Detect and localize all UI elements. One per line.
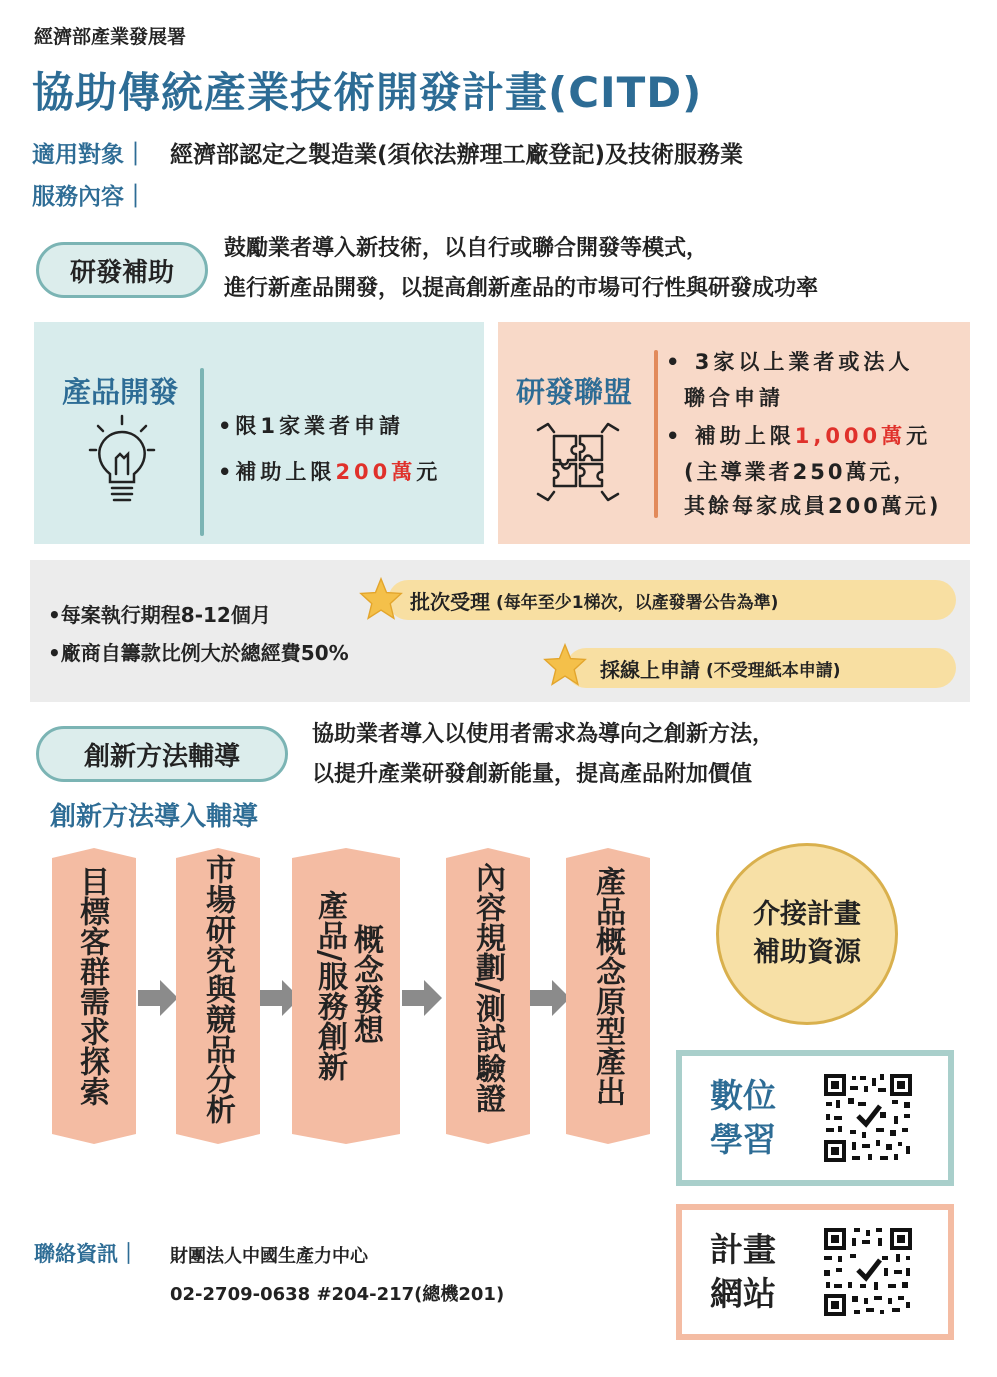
innovation-desc-1: 協助業者導入以使用者需求為導向之創新方法，: [312, 722, 775, 747]
innovation-desc-2: 以提升產業研發創新能量，提高產品附加價值: [312, 762, 753, 787]
lightbulb-icon: [86, 414, 158, 506]
batch-pill: 批次受理 (每年至少1梯次，以產發署公告為準): [388, 580, 956, 620]
product-dev-item-2: •補助上限200萬元: [218, 460, 442, 484]
qr-code-icon[interactable]: [822, 1072, 914, 1164]
rd-subsidy-desc-2: 進行新產品開發，以提高創新產品的市場可行性與研發成功率: [224, 276, 819, 301]
contact-org: 財團法人中國生產力中心: [170, 1246, 368, 1267]
project-website-label: 計畫 網站: [710, 1230, 776, 1313]
rd-alliance-item-2c: 其餘每家成員200萬元): [684, 494, 942, 518]
innovation-pill: 創新方法輔導: [36, 726, 288, 782]
flow-step-3-text-1: 概念發想: [348, 924, 383, 1044]
product-dev-divider: [200, 368, 204, 536]
agency-name: 經濟部產業發展署: [34, 26, 187, 48]
resources-circle: [716, 843, 898, 1025]
arrow-right-icon: [138, 980, 178, 1016]
online-pill: 採線上申請 (不受理紙本申請): [566, 648, 956, 688]
resources-line-1: 介接計畫: [753, 899, 861, 930]
resources-line-2: 補助資源: [753, 937, 861, 968]
flow-step-2-text: 市場研究與競品分析: [200, 854, 235, 1124]
digital-learning-label: 數位 學習: [710, 1076, 776, 1159]
rd-alliance-title: 研發聯盟: [516, 375, 633, 409]
star-icon: [542, 642, 588, 688]
services-label: 服務內容｜: [32, 184, 147, 210]
eligibility-label: 適用對象｜: [32, 142, 147, 168]
terms-item-2: •廠商自籌款比例大於總經費50%: [48, 641, 349, 665]
flow-step-4-text: 內容規劃/測試驗證: [470, 862, 505, 1113]
rd-alliance-item-2b: (主導業者250萬元，: [684, 460, 918, 484]
rd-alliance-item-1b: 聯合申請: [684, 386, 784, 410]
contact-phone[interactable]: 02-2709-0638 #204-217(總機201): [170, 1284, 505, 1305]
rd-alliance-item-1a: • 3家以上業者或法人: [666, 350, 914, 374]
arrow-right-icon: [530, 980, 570, 1016]
terms-item-1: •每案執行期程8-12個月: [48, 603, 271, 627]
product-dev-item-1: •限1家業者申請: [218, 414, 405, 438]
qr-code-icon[interactable]: [822, 1226, 914, 1318]
contact-label: 聯絡資訊｜: [34, 1242, 139, 1266]
arrow-right-icon: [402, 980, 442, 1016]
flow-step-3-text-2: 產品/服務創新: [312, 890, 347, 1081]
rd-alliance-item-2a: • 補助上限1,000萬元: [666, 424, 932, 448]
rd-subsidy-pill: 研發補助: [36, 242, 208, 298]
flow-step-5-text: 產品概念原型產出: [590, 866, 625, 1106]
rd-alliance-divider: [654, 350, 658, 518]
flow-step-1-text: 目標客群需求探索: [74, 866, 109, 1106]
innovation-subheading: 創新方法導入輔導: [50, 802, 259, 832]
product-dev-title: 產品開發: [62, 375, 179, 409]
star-icon: [358, 576, 404, 622]
page-title: 協助傳統產業技術開發計畫(CITD): [32, 68, 703, 117]
rd-subsidy-desc-1: 鼓勵業者導入新技術，以自行或聯合開發等模式，: [224, 236, 709, 261]
puzzle-hands-icon: [534, 416, 622, 506]
eligibility-text: 經濟部認定之製造業(須依法辦理工廠登記)及技術服務業: [170, 142, 744, 168]
